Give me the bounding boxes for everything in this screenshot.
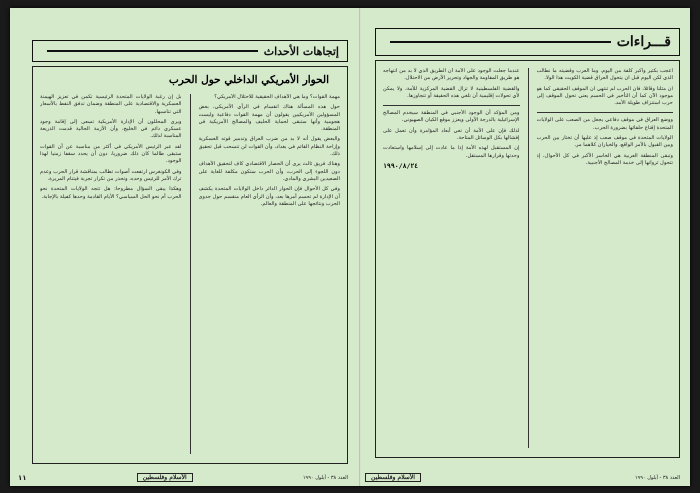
paragraph: مهمة القوات؟ وما هي الأهداف الحقيقية للاحتلال الأمريكي؟ bbox=[214, 94, 340, 100]
page-footer bbox=[18, 473, 348, 482]
paragraph: والقضية الفلسطينية لا تزال القضية المركزية للأمة، ولا يمكن لأي تحولات إقليمية أن تلغي هذه الحقيقة أو تتجاوزها. bbox=[383, 85, 520, 99]
paragraph: وهناك فريق ثالث يرى أن الحصار الاقتصادي كاف لتحقيق الأهداف دون اللجوء إلى الحرب، وأن الحرب ستكون مكلفة للغاية على الصعيدين البشري والمادي. bbox=[198, 161, 340, 182]
paragraph: ومن المؤكد أن الوجود الأجنبي في المنطقة سيخدم المصالح الإسرائيلية بالدرجة الأولى ويعزز موقع الكيان الصهيوني. bbox=[383, 110, 520, 124]
issue-info: العدد ٣٨ - أيلول ١٩٩٠ bbox=[634, 474, 680, 481]
header-rule bbox=[390, 41, 611, 43]
article-title: الحوار الأمريكي الداخلي حول الحرب bbox=[168, 74, 329, 86]
column-left bbox=[40, 94, 182, 454]
left-page bbox=[10, 8, 359, 486]
paragraph: ان مثلنا وقائلا، فان الحرب لم تنتهي ان الموقف الحقيقي كما هو موجود الآن كما أن التأخير في الحسم يعني تحول الموقف إلى حرب استنزاف طويلة الأمد. bbox=[536, 85, 673, 107]
paragraph: وتبقى المنطقة العربية هي الخاسر الأكبر في كل الأحوال، إذ تتحول ثرواتها إلى خدمة المصالح الأجنبية. bbox=[536, 152, 673, 166]
article-columns bbox=[383, 68, 673, 448]
section-header bbox=[32, 40, 348, 62]
header-rule bbox=[47, 50, 258, 52]
right-page bbox=[361, 8, 690, 486]
issue-info: العدد ٣٨ - أيلول ١٩٩٠ bbox=[302, 474, 348, 481]
magazine-name: الأسلام وفلسطين bbox=[137, 473, 193, 482]
page-footer bbox=[365, 473, 680, 482]
column-divider bbox=[190, 94, 191, 454]
magazine-spread bbox=[10, 8, 690, 486]
paragraph: والبعض يقول أنه لا بد من ضرب العراق وتدمير قوته العسكرية وإزاحة النظام القائم في بغداد، وأن القوات لن تنسحب قبل تحقيق ذلك. bbox=[198, 136, 340, 158]
section-divider bbox=[537, 112, 674, 113]
column-right bbox=[537, 68, 674, 448]
column-left bbox=[383, 68, 520, 448]
column-right bbox=[199, 94, 341, 454]
paragraph: الولايات المتحدة في موقف صعب إذ عليها أن تختار بين الحرب وبين القبول بالأمر الواقع، والخياران كلاهما مر. bbox=[536, 135, 673, 149]
paragraph: حول هذه المسألة هناك انقسام في الرأي الأمريكي، بعض المسؤولين الأمريكيين يقولون أن مهمة القوات دفاعية وليست هجومية وأنها ستبقى لحماية الحليف والمصالح الأمريكية في المنطقة. bbox=[198, 104, 340, 133]
paragraph: لقد عبر الرئيس الأمريكي في أكثر من مناسبة عن أن القوات ستبقى طالما كان ذلك ضروريا، دون أن يحدد سقفا زمنيا لهذا الوجود. bbox=[40, 143, 182, 165]
article-columns bbox=[40, 94, 340, 454]
section-header bbox=[375, 28, 680, 56]
paragraph: وهكذا يبقى السؤال مطروحا: هل تتجه الولايات المتحدة نحو الحرب أم نحو الحل السياسي؟ الأيام القادمة وحدها كفيلة بالإجابة. bbox=[40, 186, 182, 200]
paragraph: وفي كل الأحوال فإن الحوار الدائر داخل الولايات المتحدة يكشف أن الإدارة لم تحسم أمرها بعد، وأن الرأي العام منقسم حول جدوى الحرب ونتائجها على المنطقة والعالم. bbox=[198, 186, 340, 207]
paragraph: عندما جعلت الوجود على الأمة أن الطريق الذي لا بد من انتهاجه هو طريق المقاومة والجهاد وتحرير الأرض من الاحتلال. bbox=[383, 68, 520, 82]
paragraph: اعجب بكثير واكبر كلفة من اليوم. وما العرب وقضيته ما نطالب الذي لكن اليوم قبل ان يتحول العراق قضية الكويت هذا الولا. bbox=[536, 68, 673, 82]
paragraph: ويرى المحللون أن الإدارة الأمريكية تسعى إلى إقامة وجود عسكري دائم في الخليج، وأن الأزمة الحالية قدمت الذريعة المناسبة لذلك. bbox=[40, 118, 182, 140]
section-title: إتجاهات الأحداث bbox=[263, 44, 339, 58]
page-number: ١١ bbox=[18, 473, 27, 482]
section-title: قـــراءات bbox=[616, 34, 671, 50]
paragraph: وفي الكونغرس ارتفعت أصوات تطالب بمناقشة قرار الحرب وعدم ترك الأمر للرئيس وحده، وتحذر من تكرار تجربة فيتنام المريرة. bbox=[40, 168, 182, 182]
paragraph: إن المستقبل لهذه الأمة إذا ما عادت إلى إسلامها واستعادت وحدتها وقرارها المستقل. bbox=[383, 145, 520, 159]
dateline: ١٩٩٠/٨/٢٤ bbox=[383, 161, 419, 170]
paragraph: ووضع العراق في موقف دفاعي يجعل من الصعب على الولايات المتحدة إقناع حلفائها بضرورة الحرب. bbox=[536, 117, 673, 131]
paragraph: لذلك فإن على الأمة أن تعي أبعاد المؤامرة وأن تعمل على إفشالها بكل الوسائل المتاحة. bbox=[383, 127, 520, 142]
column-divider bbox=[528, 68, 529, 448]
magazine-name: الأسلام وفلسطين bbox=[365, 473, 421, 482]
paragraph: بل إن رغبة الولايات المتحدة الرئيسية تكمن في تعزيز الهيمنة العسكرية والاقتصادية على المنطقة وضمان تدفق النفط بالأسعار التي تناسبها. bbox=[40, 94, 182, 115]
section-divider bbox=[383, 105, 520, 106]
